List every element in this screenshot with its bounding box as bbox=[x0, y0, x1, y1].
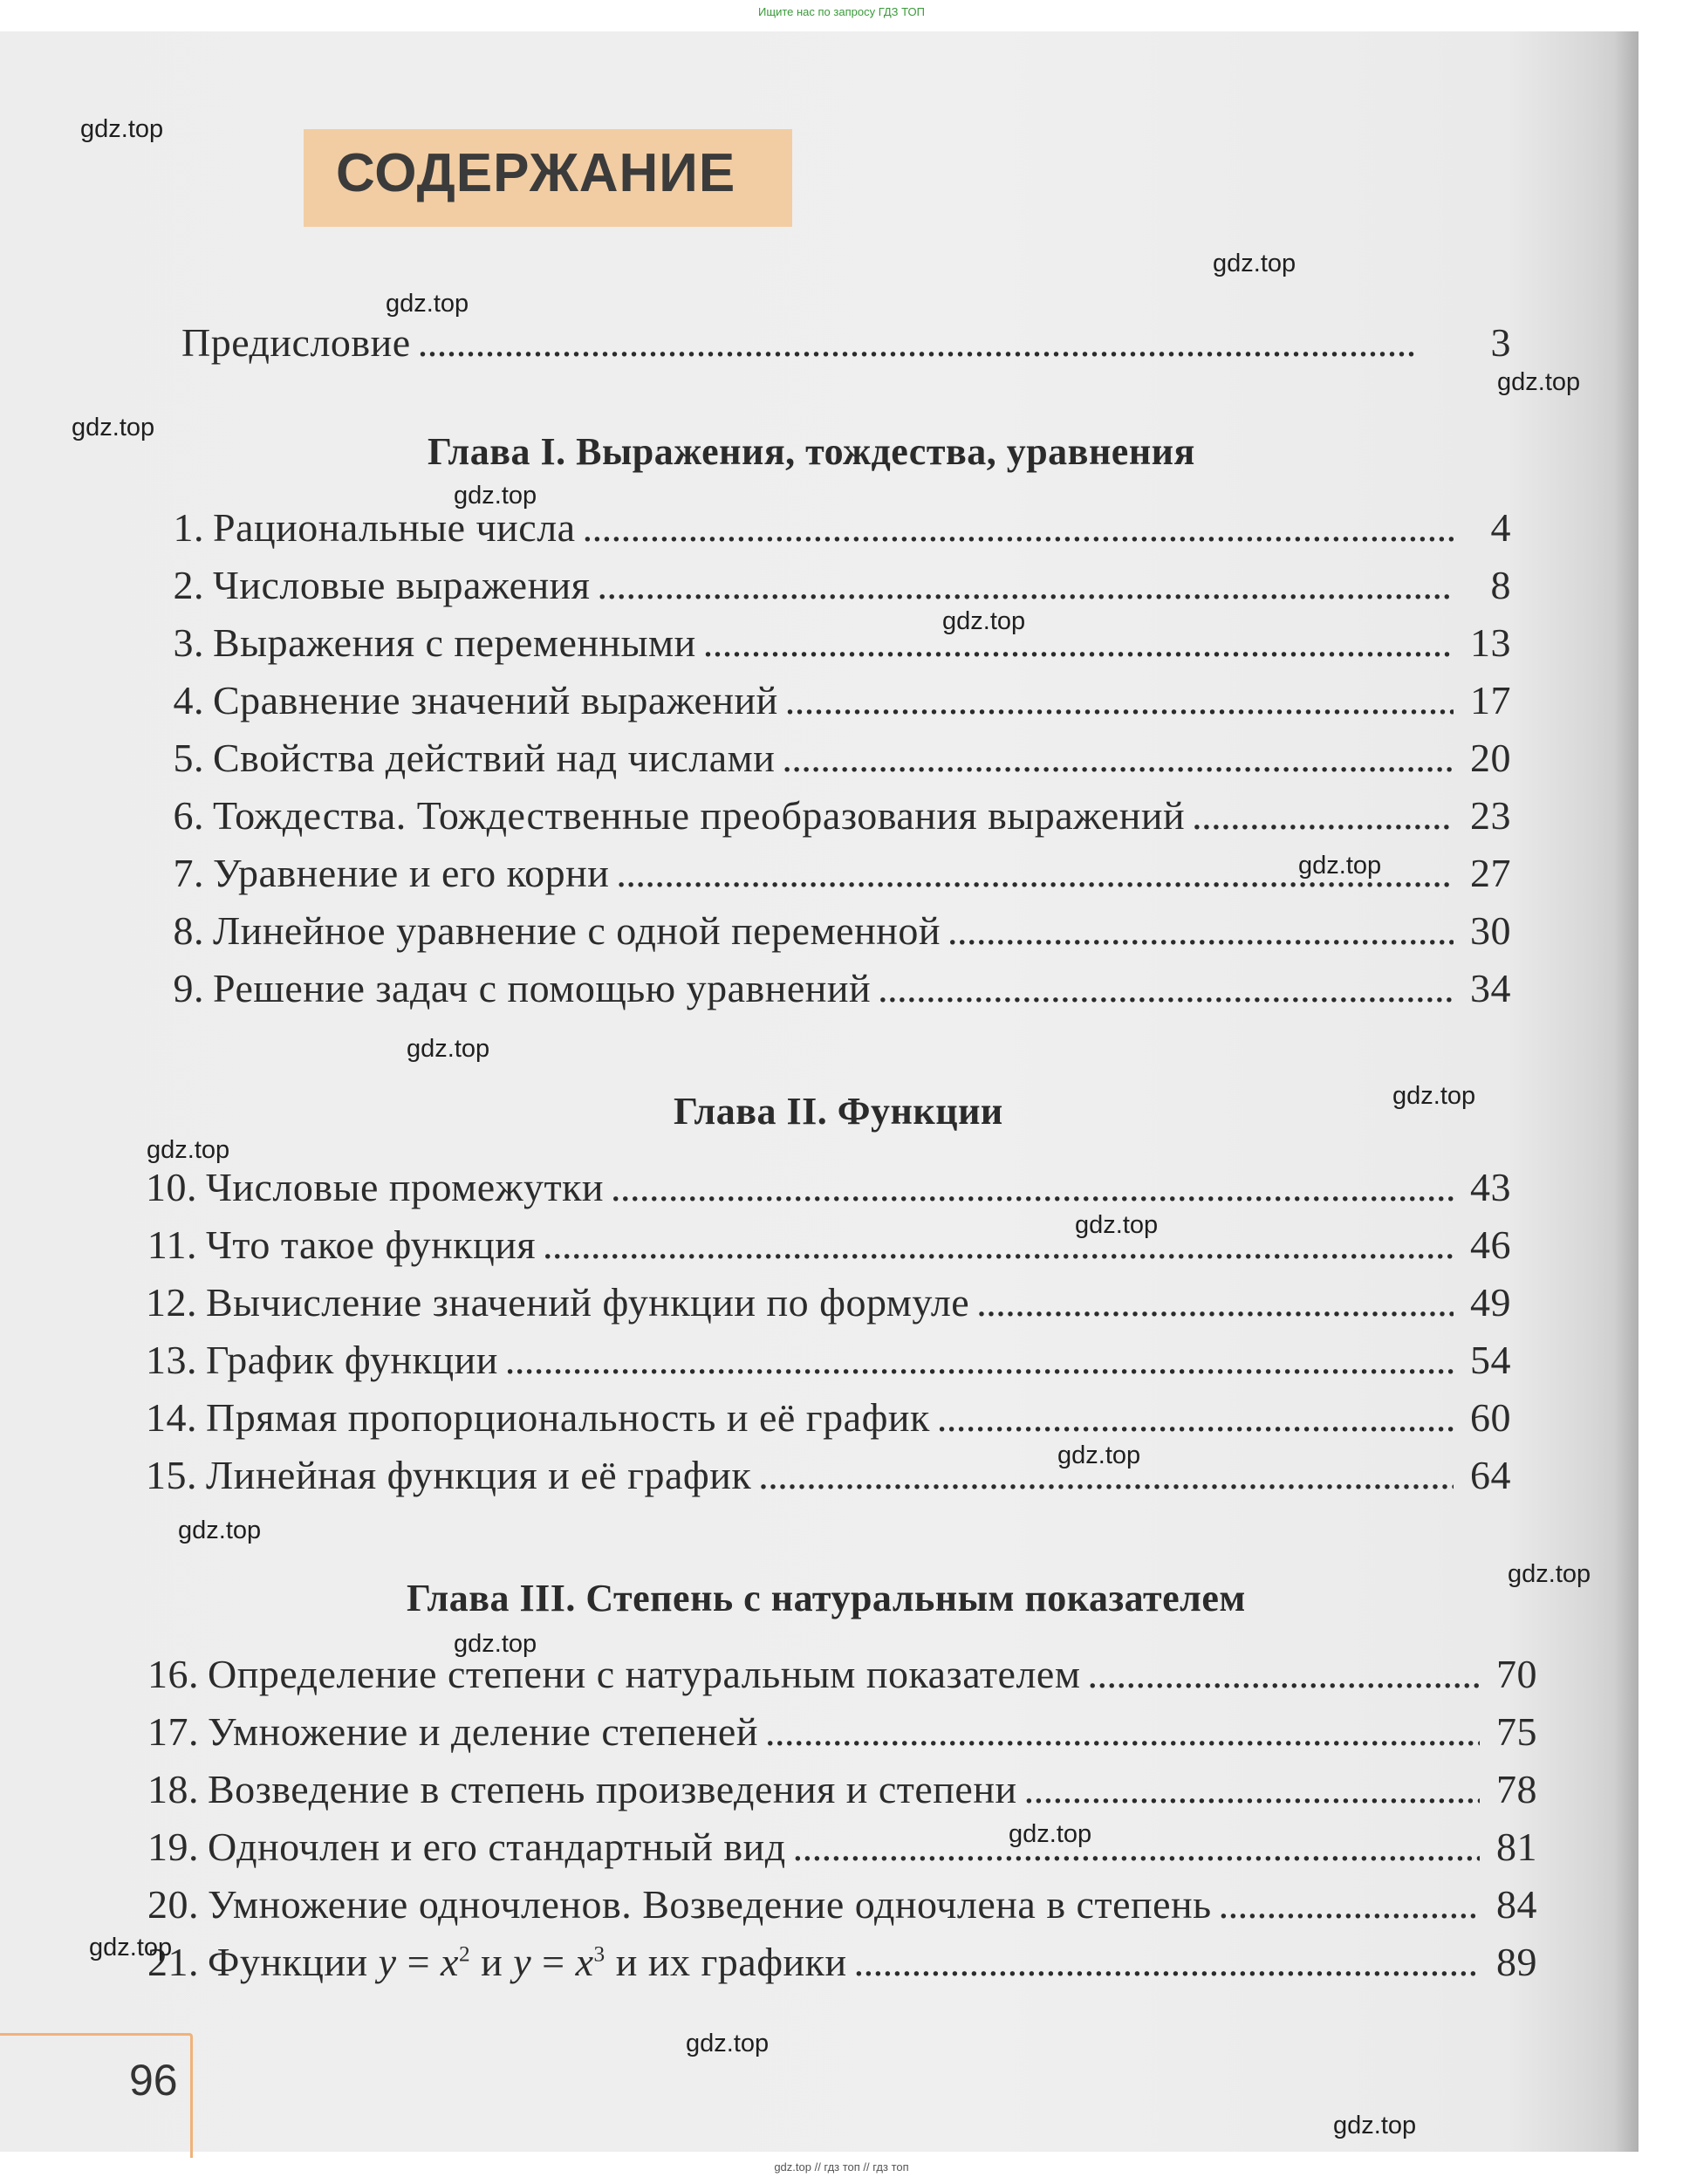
watermark: gdz.top bbox=[1508, 1560, 1591, 1588]
toc-item-page: 20 bbox=[1470, 736, 1511, 780]
toc-item[interactable] bbox=[141, 1824, 1537, 1870]
watermark: gdz.top bbox=[1057, 1441, 1141, 1469]
watermark: gdz.top bbox=[386, 290, 469, 318]
toc-item-label: Числовые промежутки bbox=[206, 1165, 605, 1209]
toc-item[interactable] bbox=[141, 1939, 1537, 1985]
toc-item-number: 16. bbox=[147, 1652, 199, 1696]
toc-item-page: 75 bbox=[1496, 1709, 1537, 1754]
watermark: gdz.top bbox=[942, 607, 1026, 635]
toc-item[interactable] bbox=[162, 677, 1511, 723]
toc-item-number: 14. bbox=[146, 1395, 197, 1440]
toc-item-label bbox=[208, 1939, 847, 1985]
page-title: СОДЕРЖАНИЕ bbox=[336, 143, 736, 203]
leader-dots bbox=[418, 319, 1454, 366]
toc-item-page: 3 bbox=[1490, 320, 1511, 365]
toc-item-label: Сравнение значений выражений bbox=[213, 678, 778, 722]
toc-item-label: Рациональные числа bbox=[213, 505, 576, 550]
toc-item[interactable] bbox=[140, 1452, 1511, 1498]
toc-item-label: Вычисление значений функции по формуле bbox=[206, 1280, 970, 1325]
top-banner-note[interactable]: Ищите нас по запросу ГДЗ ТОП bbox=[758, 5, 925, 18]
page-spine-shadow bbox=[1614, 31, 1639, 2152]
footer-note[interactable]: gdz.top // гдз топ // гдз топ bbox=[774, 2160, 909, 2174]
toc-item-number: 19. bbox=[147, 1825, 199, 1869]
toc-item-label: Выражения с переменными bbox=[213, 620, 696, 665]
toc-item[interactable] bbox=[141, 1651, 1537, 1697]
toc-item-number: 6. bbox=[173, 793, 204, 838]
chapter-3-title: Глава III. Степень с натуральным показателем bbox=[407, 1577, 1246, 1619]
watermark: gdz.top bbox=[1009, 1820, 1092, 1848]
toc-item[interactable] bbox=[140, 1337, 1511, 1383]
toc-item-page: 49 bbox=[1470, 1280, 1511, 1325]
toc-item-label: Что такое функция bbox=[206, 1222, 536, 1267]
toc-item-number: 20. bbox=[147, 1882, 199, 1927]
toc-item-number: 21. bbox=[147, 1940, 199, 1984]
toc-item-page: 64 bbox=[1470, 1453, 1511, 1497]
math-exponent: 2 bbox=[458, 1941, 471, 1967]
toc-item-label: Линейное уравнение с одной переменной bbox=[213, 908, 941, 953]
watermark: gdz.top bbox=[1333, 2112, 1417, 2139]
toc-item[interactable] bbox=[162, 735, 1511, 781]
watermark: gdz.top bbox=[686, 2030, 770, 2057]
toc-item-label: Одночлен и его стандартный вид bbox=[208, 1825, 786, 1869]
toc-item[interactable] bbox=[162, 562, 1511, 608]
toc-item-number: 10. bbox=[146, 1165, 197, 1209]
math-var: x bbox=[441, 1940, 459, 1984]
leader-dots bbox=[1219, 1881, 1480, 1927]
toc-item-page: 13 bbox=[1470, 620, 1511, 665]
toc-item-number: 9. bbox=[173, 966, 204, 1010]
toc-item[interactable] bbox=[162, 907, 1511, 954]
toc-item[interactable] bbox=[140, 1394, 1511, 1441]
toc-item-page: 84 bbox=[1496, 1882, 1537, 1927]
toc-item-page: 70 bbox=[1496, 1652, 1537, 1696]
watermark: gdz.top bbox=[178, 1516, 262, 1544]
leader-dots bbox=[543, 1222, 1454, 1268]
toc-item-label: Числовые выражения bbox=[213, 563, 591, 607]
toc-item-page: 54 bbox=[1470, 1338, 1511, 1382]
leader-dots bbox=[1024, 1766, 1480, 1812]
toc-item[interactable] bbox=[162, 620, 1511, 666]
toc-item-page: 43 bbox=[1470, 1165, 1511, 1209]
toc-item[interactable] bbox=[141, 1881, 1537, 1927]
toc-item-number: 17. bbox=[147, 1709, 199, 1754]
toc-item-label: Умножение и деление степеней bbox=[208, 1709, 758, 1754]
toc-preface[interactable] bbox=[181, 319, 1511, 366]
math-op: = bbox=[531, 1940, 576, 1984]
leader-dots bbox=[854, 1939, 1480, 1985]
toc-item-label: Умножение одночленов. Возведение одночлена в степень bbox=[208, 1882, 1212, 1927]
leader-dots bbox=[785, 677, 1454, 723]
toc-item-label: Тождества. Тождественные преобразования выражений bbox=[213, 793, 1186, 838]
toc-item-page: 30 bbox=[1470, 908, 1511, 953]
math-var: y bbox=[378, 1940, 397, 1984]
label-text: Функции bbox=[208, 1940, 379, 1984]
toc-item-number: 1. bbox=[173, 505, 204, 550]
chapter-1-title: Глава I. Выражения, тождества, уравнения bbox=[428, 430, 1195, 473]
toc-item-label: Определение степени с натуральным показателем bbox=[208, 1652, 1081, 1696]
label-text: и bbox=[470, 1940, 514, 1984]
toc-item-number: 18. bbox=[147, 1767, 199, 1811]
page-number: 96 bbox=[129, 2056, 178, 2105]
watermark: gdz.top bbox=[1213, 250, 1296, 277]
leader-dots bbox=[611, 1164, 1454, 1210]
watermark: gdz.top bbox=[80, 115, 164, 143]
watermark: gdz.top bbox=[72, 414, 155, 442]
toc-item[interactable] bbox=[162, 965, 1511, 1011]
leader-dots bbox=[948, 907, 1454, 954]
label-text: и их графики bbox=[605, 1940, 847, 1984]
watermark: gdz.top bbox=[1298, 852, 1382, 880]
toc-item-number: 4. bbox=[173, 678, 204, 722]
toc-item-number: 12. bbox=[146, 1280, 197, 1325]
toc-item-number: 7. bbox=[173, 851, 204, 895]
toc-item-label: График функции bbox=[206, 1338, 498, 1382]
toc-item-page: 4 bbox=[1490, 505, 1511, 550]
toc-item-page: 34 bbox=[1470, 966, 1511, 1010]
leader-dots bbox=[793, 1824, 1480, 1870]
toc-item[interactable] bbox=[140, 1164, 1511, 1210]
toc-item[interactable] bbox=[141, 1708, 1537, 1755]
toc-item-label: Линейная функция и её график bbox=[206, 1453, 752, 1497]
toc-item-number: 2. bbox=[173, 563, 204, 607]
toc-item-page: 78 bbox=[1496, 1767, 1537, 1811]
toc-item[interactable] bbox=[140, 1279, 1511, 1325]
leader-dots bbox=[1087, 1651, 1480, 1697]
watermark: gdz.top bbox=[1075, 1211, 1159, 1239]
math-op: = bbox=[396, 1940, 441, 1984]
chapter-2-title: Глава II. Функции bbox=[674, 1090, 1003, 1133]
math-exponent: 3 bbox=[593, 1941, 605, 1967]
toc-item-number: 15. bbox=[146, 1453, 197, 1497]
leader-dots bbox=[937, 1394, 1454, 1441]
leader-dots bbox=[597, 562, 1454, 608]
leader-dots bbox=[765, 1708, 1480, 1755]
watermark: gdz.top bbox=[89, 1934, 173, 1961]
toc-item-page: 27 bbox=[1470, 851, 1511, 895]
math-var: x bbox=[575, 1940, 594, 1984]
toc-item-page: 17 bbox=[1470, 678, 1511, 722]
toc-item-page: 81 bbox=[1496, 1825, 1537, 1869]
toc-item-label: Возведение в степень произведения и степени bbox=[208, 1767, 1017, 1811]
math-var: y bbox=[513, 1940, 532, 1984]
toc-item-number: 3. bbox=[173, 620, 204, 665]
leader-dots bbox=[583, 504, 1454, 551]
toc-item[interactable] bbox=[162, 504, 1511, 551]
page-number-badge bbox=[0, 2033, 193, 2158]
toc-item-label: Прямая пропорциональность и её график bbox=[206, 1395, 930, 1440]
leader-dots bbox=[1192, 792, 1454, 839]
toc-item-page: 60 bbox=[1470, 1395, 1511, 1440]
toc-item-page: 89 bbox=[1496, 1940, 1537, 1984]
toc-item[interactable] bbox=[141, 1766, 1537, 1812]
toc-item-page: 8 bbox=[1490, 563, 1511, 607]
watermark: gdz.top bbox=[147, 1136, 230, 1164]
watermark: gdz.top bbox=[1497, 368, 1581, 396]
leader-dots bbox=[505, 1337, 1454, 1383]
toc-item-label: Решение задач с помощью уравнений bbox=[213, 966, 872, 1010]
watermark: gdz.top bbox=[1392, 1082, 1476, 1110]
toc-item[interactable] bbox=[162, 792, 1511, 839]
watermark: gdz.top bbox=[407, 1035, 490, 1063]
leader-dots bbox=[878, 965, 1454, 1011]
watermark: gdz.top bbox=[454, 1630, 537, 1658]
toc-item-page: 46 bbox=[1470, 1222, 1511, 1267]
toc-item-number: 5. bbox=[173, 736, 204, 780]
toc-item-page: 23 bbox=[1470, 793, 1511, 838]
toc-item[interactable] bbox=[140, 1222, 1511, 1268]
toc-item-label: Уравнение и его корни bbox=[213, 851, 610, 895]
leader-dots bbox=[703, 620, 1454, 666]
toc-item-label: Предисловие bbox=[181, 320, 411, 365]
toc-item-number: 11. bbox=[147, 1222, 197, 1267]
toc-item-number: 8. bbox=[173, 908, 204, 953]
toc-item-label: Свойства действий над числами bbox=[213, 736, 776, 780]
watermark: gdz.top bbox=[454, 482, 537, 510]
leader-dots bbox=[782, 735, 1454, 781]
leader-dots bbox=[976, 1279, 1454, 1325]
toc-item-number: 13. bbox=[146, 1338, 197, 1382]
